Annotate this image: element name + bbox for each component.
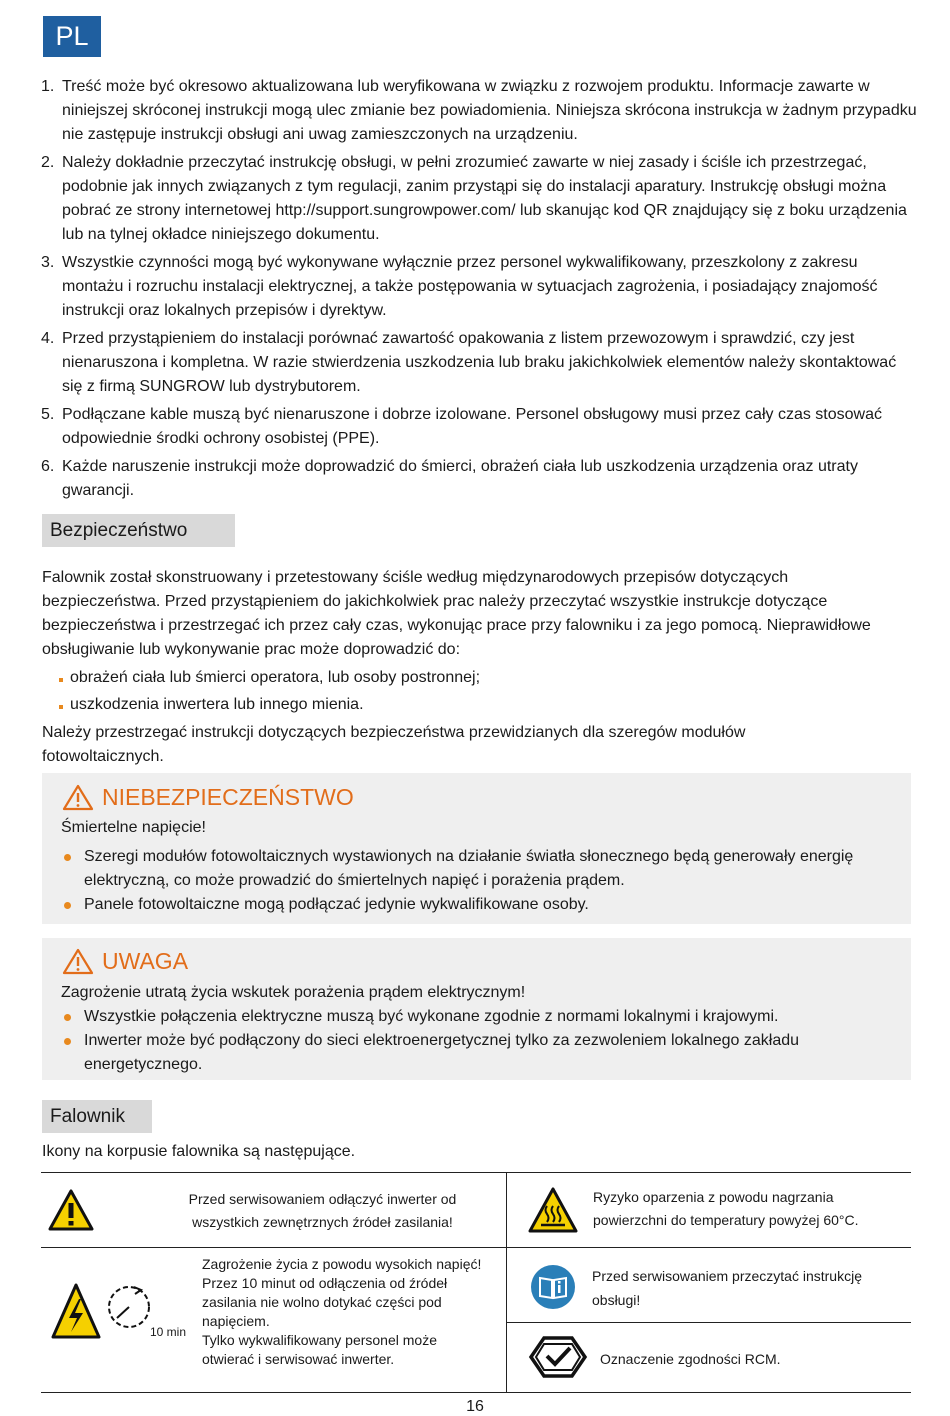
table-border	[507, 1322, 911, 1323]
disconnect-text: Przed serwisowaniem odłączyć inwerter od wszystkich zewnętrznych źródeł zasilania!	[188, 1191, 457, 1230]
rcm-text: Oznaczenie zgodności RCM.	[600, 1351, 781, 1367]
warning-triangle-icon	[62, 784, 94, 811]
rcm-mark-icon	[528, 1334, 588, 1380]
danger-subtitle: Śmiertelne napięcie!	[61, 819, 206, 836]
high-voltage-line: Przez 10 minut od odłączenia od źródeł zasilania nie wolno dotykać części pod napięciem.	[202, 1275, 448, 1329]
inverter-intro: Ikony na korpusie falownika są następujące.	[42, 1143, 356, 1160]
manual-text: Przed serwisowaniem przeczytać instrukcję obsługi!	[592, 1268, 862, 1308]
list-item: Wszystkie połączenia elektryczne muszą być wykonane zgodnie z normami lokalnymi i krajowymi.	[61, 1005, 911, 1029]
safety-heading: Bezpieczeństwo	[42, 514, 235, 547]
warning-triangle-icon	[62, 948, 94, 975]
caution-title-text: UWAGA	[102, 948, 189, 974]
danger-title-text: NIEBEZPIECZEŃSTWO	[102, 784, 354, 810]
caution-subtitle: Zagrożenie utratą życia wskutek porażenia prądem elektrycznym!	[61, 984, 526, 1001]
table-border	[506, 1172, 507, 1392]
table-border	[41, 1247, 911, 1248]
hot-surface-icon	[527, 1186, 579, 1234]
caution-title	[62, 948, 188, 975]
page-number: 16	[466, 1398, 484, 1415]
inverter-heading: Falownik	[42, 1100, 152, 1133]
list-item: obrażeń ciała lub śmierci operatora, lub osoby postronnej;	[42, 664, 480, 691]
list-item: Panele fotowoltaiczne mogą podłączać jedynie wykwalifikowane osoby.	[61, 893, 901, 917]
high-voltage-line: Zagrożenie życia z powodu wysokich napięć!	[202, 1256, 482, 1272]
list-item: Inwerter może być podłączony do sieci elektroenergetycznej tylko za zezwoleniem lokalnego zakładu energetycznego.	[61, 1029, 911, 1077]
intro-item: 4. Przed przystąpieniem do instalacji porównać zawartość opakowania z listem przewozowym i sprawdzić, czy jest nienaruszona i kompletna. W razie stwierdzenia uszkodzenia lub braku jakichkolwiek elementów należy skontaktować się z firmą SUNGROW lub dystrybutorem.	[41, 330, 897, 395]
safety-consequences-list	[42, 664, 480, 718]
high-voltage-text	[202, 1255, 492, 1369]
language-badge: PL	[43, 16, 101, 57]
intro-item: 5. Podłączane kable muszą być nienaruszone i dobrze izolowane. Personel obsługowy musi przez cały czas stosować odpowiednie środki ochrony osobistej (PPE).	[41, 406, 882, 447]
danger-title	[62, 784, 354, 811]
intro-item: 1. Treść może być okresowo aktualizowana lub weryfikowana w związku z rozwojem produktu. Informacje zawarte w niniejszej skróconej instrukcji mogą ulec zmianie bez powiadomienia. Niniejsza skrócona instrukcja w żadnym przypadku nie zastępuje instrukcji obsługi ani uwag zamieszczonych na urządzeniu.	[41, 78, 917, 143]
hot-surface-text: Ryzyko oparzenia z powodu nagrzania powierzchni do temperatury powyżej 60°C.	[593, 1189, 859, 1228]
general-warning-icon	[47, 1188, 95, 1232]
timer-label: 10 min	[150, 1325, 187, 1339]
high-voltage-icon	[50, 1282, 102, 1340]
high-voltage-line: Tylko wykwalifikowany personel może otwierać i serwisować inwerter.	[202, 1332, 437, 1367]
intro-item: 2. Należy dokładnie przeczytać instrukcję obsługi, w pełni zrozumieć zawarte w niej zasady i ściśle ich przestrzegać, podobnie jak innych związanych z tym regulacji, zanim przystąpi się do instalacji aparatury. Instrukcję obsługi można pobrać ze strony internetowej http://support.sungrowpower.com/ lub skanując kod QR znajdujący się z boku urządzenia lub na tylnej okładce niniejszego dokumentu.	[41, 154, 907, 243]
danger-box	[42, 773, 911, 924]
danger-list	[61, 845, 901, 917]
caution-box	[42, 938, 911, 1080]
caution-list	[61, 1005, 911, 1077]
intro-list	[41, 75, 921, 507]
intro-item: 3. Wszystkie czynności mogą być wykonywane wyłącznie przez personel wykwalifikowany, przeszkolony z zakresu montażu i rozruchu instalacji elektrycznej, a także postępowania w sytuacjach zagrożenia, i posiadający znajomość instrukcji oraz lokalnych przepisów i dyrektyw.	[41, 254, 878, 319]
timer-icon	[104, 1282, 154, 1332]
safety-paragraph: Falownik został skonstruowany i przetestowany ściśle według międzynarodowych przepisów dotyczących bezpieczeństwa. Przed przystąpieniem do jakichkolwiek prac należy przeczytać wszystkie instrukcje dotyczące bezpieczeństwa i przestrzegać ich przez cały czas, wykonując prace przy falowniku i za jego pomocą. Nieprawidłowe obsługiwanie lub wykonywanie prac może doprowadzić do:	[42, 569, 871, 658]
list-item: Szeregi modułów fotowoltaicznych wystawionych na działanie światła słonecznego będą generowały energię elektryczną, co może prowadzić do śmiertelnych napięć i porażenia prądem.	[61, 845, 901, 893]
list-item: uszkodzenia inwertera lub innego mienia.	[42, 691, 480, 718]
table-border	[41, 1392, 911, 1393]
table-border	[41, 1172, 911, 1173]
intro-item: 6. Każde naruszenie instrukcji może doprowadzić do śmierci, obrażeń ciała lub uszkodzenia urządzenia oraz utraty gwarancji.	[41, 458, 858, 499]
read-manual-icon	[530, 1264, 576, 1310]
safety-pv-paragraph: Należy przestrzegać instrukcji dotyczących bezpieczeństwa przewidzianych dla szeregów modułów fotowoltaicznych.	[42, 724, 746, 765]
